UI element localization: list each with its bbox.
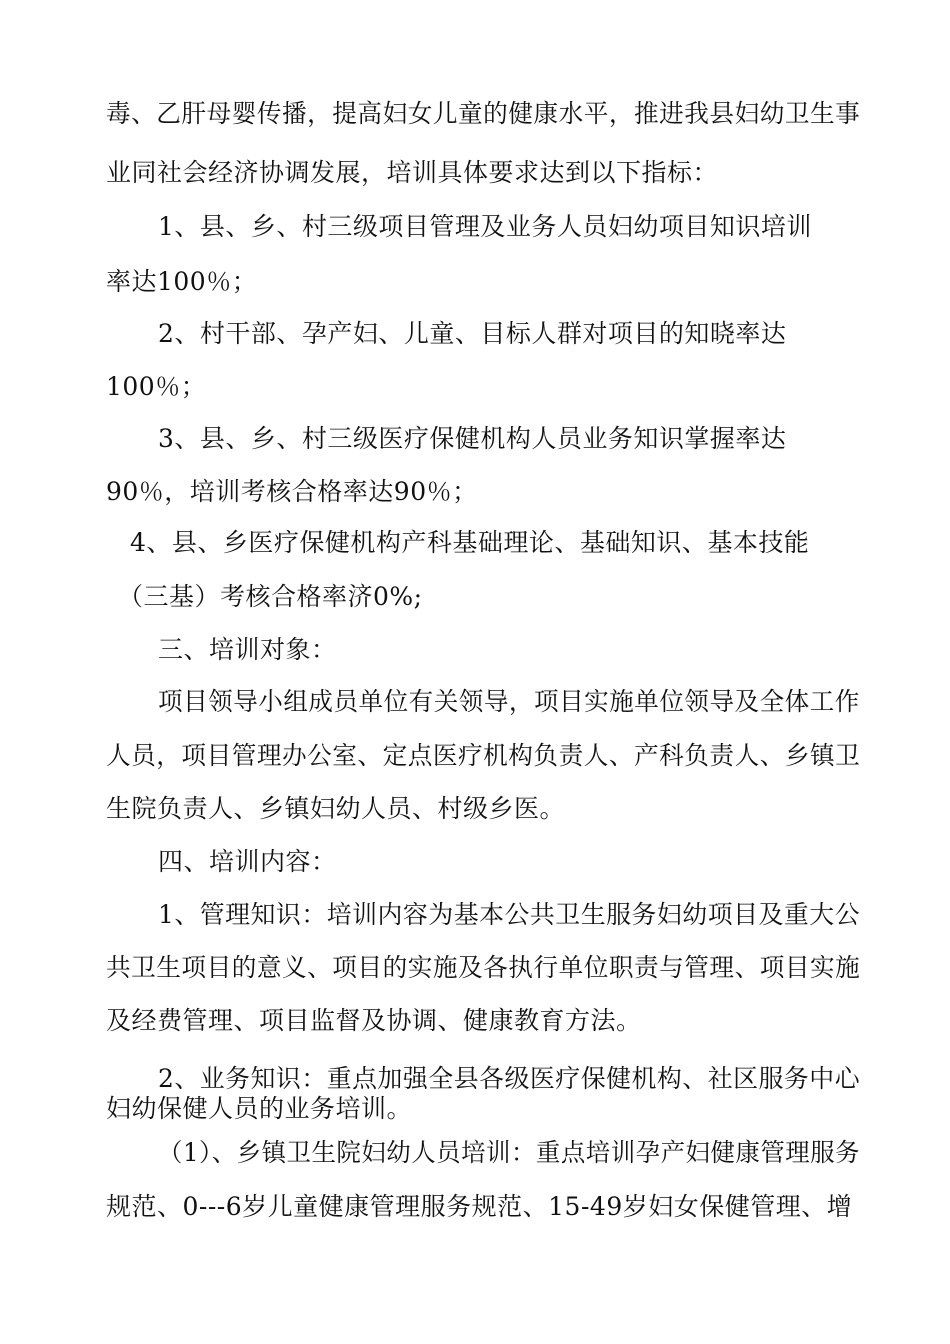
section-heading: 四、培训内容： bbox=[158, 847, 337, 876]
text-line: 2、村干部、孕产妇、儿童、目标人群对项目的知晓率达 bbox=[158, 319, 787, 348]
text-line: （1）、乡镇卫生院妇幼人员培训：重点培训孕产妇健康管理服务 bbox=[158, 1138, 861, 1167]
text-line: （三基）考核合格率济0%; bbox=[118, 582, 423, 611]
text-line: 3、县、乡、村三级医疗保健机构人员业务知识掌握率达 bbox=[158, 424, 787, 453]
text-line: 90％，培训考核合格率达90％； bbox=[106, 477, 478, 506]
text-line: 1、管理知识：培训内容为基本公共卫生服务妇幼项目及重大公 bbox=[158, 900, 861, 929]
text-line: 100％； bbox=[106, 372, 207, 401]
text-line: 生院负责人、乡镇妇幼人员、村级乡医。 bbox=[106, 794, 566, 823]
text-line: 4、县、乡医疗保健机构产科基础理论、基础知识、基本技能 bbox=[130, 528, 810, 557]
text-line: 2、业务知识：重点加强全县各级医疗保健机构、社区服务中心 bbox=[158, 1064, 861, 1093]
text-line: 妇幼保健人员的业务培训。 bbox=[106, 1094, 413, 1123]
section-heading: 三、培训对象： bbox=[158, 635, 337, 664]
text-line: 规范、0---6岁儿童健康管理服务规范、15-49岁妇女保健管理、增 bbox=[106, 1192, 853, 1221]
text-line: 业同社会经济协调发展，培训具体要求达到以下指标： bbox=[106, 158, 719, 187]
text-line: 率达100％； bbox=[106, 267, 258, 296]
text-line: 1、县、乡、村三级项目管理及业务人员妇幼项目知识培训 bbox=[158, 212, 812, 241]
text-line: 毒、乙肝母婴传播，提高妇女儿童的健康水平，推进我县妇幼卫生事 bbox=[106, 99, 861, 128]
text-line: 共卫生项目的意义、项目的实施及各执行单位职责与管理、项目实施 bbox=[106, 953, 861, 982]
text-line: 项目领导小组成员单位有关领导，项目实施单位领导及全体工作 bbox=[158, 687, 860, 716]
text-line: 人员，项目管理办公室、定点医疗机构负责人、产科负责人、乡镇卫 bbox=[106, 741, 861, 770]
text-line: 及经费管理、项目监督及协调、健康教育方法。 bbox=[106, 1006, 642, 1035]
